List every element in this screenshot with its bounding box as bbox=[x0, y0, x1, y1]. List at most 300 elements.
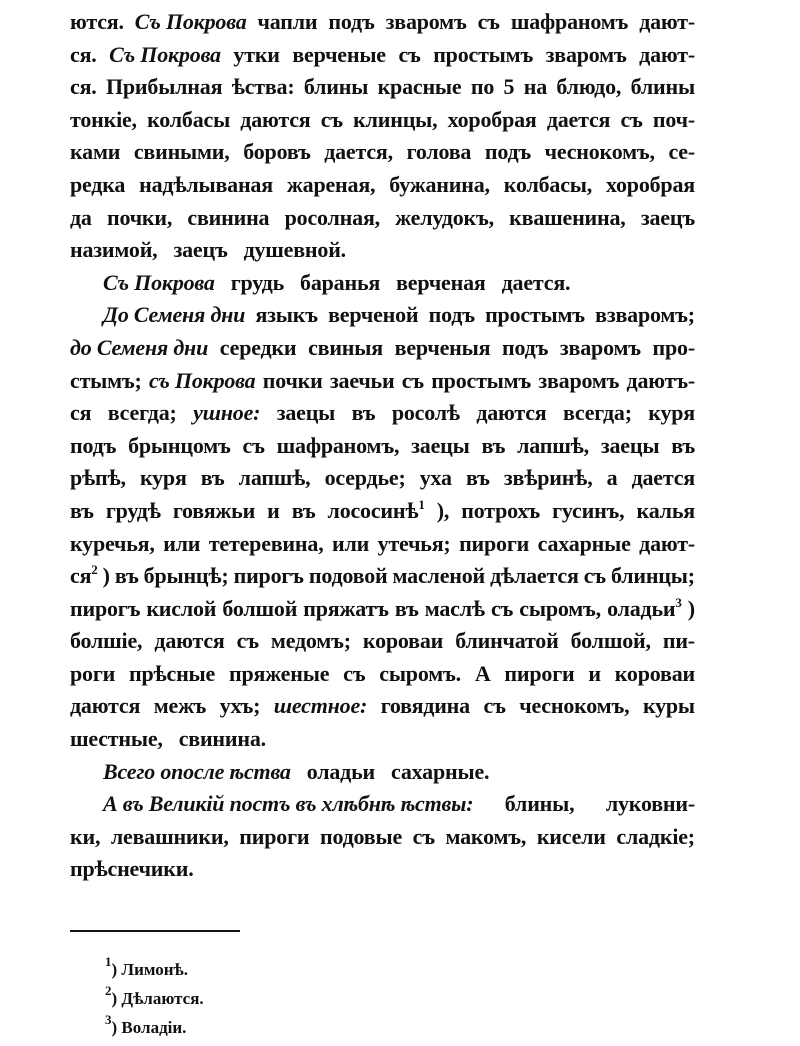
word-text: блюдо, bbox=[556, 74, 622, 100]
word bbox=[115, 560, 139, 593]
word-text: подъ bbox=[70, 432, 117, 458]
word-text: тонкіе, bbox=[70, 106, 137, 132]
word bbox=[258, 6, 318, 39]
word bbox=[391, 756, 497, 789]
word-text: болшой bbox=[222, 595, 298, 621]
word-text: сладкіе; bbox=[616, 823, 695, 849]
word-text: голова bbox=[406, 139, 472, 165]
word bbox=[653, 104, 695, 137]
word bbox=[606, 169, 695, 202]
word bbox=[70, 39, 97, 72]
word-text: Съ Покрова bbox=[134, 9, 247, 34]
word-text: пироги bbox=[239, 823, 310, 849]
word bbox=[504, 462, 593, 495]
word-text: свиныя bbox=[308, 334, 383, 360]
word bbox=[455, 625, 558, 658]
footnote-mark: 1 bbox=[105, 954, 112, 969]
word bbox=[643, 690, 695, 723]
word-text: блинцы; bbox=[610, 563, 695, 589]
text-line bbox=[70, 365, 695, 398]
word bbox=[209, 528, 324, 561]
word bbox=[392, 397, 460, 430]
word bbox=[475, 658, 491, 691]
word-text: дают- bbox=[639, 9, 695, 34]
word-text: простымъ bbox=[485, 302, 585, 328]
word-text: шестные, bbox=[70, 726, 163, 752]
word bbox=[300, 267, 388, 300]
word bbox=[239, 821, 309, 854]
word bbox=[70, 169, 125, 202]
word-text: да bbox=[70, 204, 92, 230]
word-text: куречья, bbox=[70, 530, 155, 556]
word-text: даются bbox=[70, 693, 141, 719]
word-text: звѣринѣ, bbox=[503, 465, 593, 491]
text-line bbox=[70, 202, 695, 235]
word-text: чеснокомъ, bbox=[519, 693, 630, 719]
word-text: верченые bbox=[292, 41, 386, 67]
word bbox=[321, 104, 343, 137]
word bbox=[303, 593, 388, 626]
word bbox=[556, 71, 621, 104]
word-text: подовой bbox=[308, 563, 388, 589]
word-text: шафраномъ, bbox=[276, 432, 400, 458]
word bbox=[485, 136, 531, 169]
word-text: ками bbox=[70, 139, 121, 165]
word-text: верченая bbox=[396, 269, 486, 295]
word-text: ухъ; bbox=[219, 693, 261, 719]
word bbox=[328, 299, 418, 332]
word bbox=[108, 397, 177, 430]
word-text: зваромъ bbox=[545, 41, 627, 67]
word bbox=[620, 104, 642, 137]
word-text: До Семеня дни bbox=[103, 302, 246, 328]
word-text: масленой bbox=[392, 563, 486, 589]
word-text: дается bbox=[631, 465, 695, 491]
word-text: блинчатой bbox=[455, 628, 559, 654]
word bbox=[393, 560, 485, 593]
word bbox=[386, 6, 467, 39]
text-line bbox=[70, 267, 695, 300]
word bbox=[433, 39, 533, 72]
word bbox=[325, 462, 406, 495]
word bbox=[179, 723, 274, 756]
word-text: свинина bbox=[187, 204, 270, 230]
word-text: се- bbox=[668, 139, 695, 165]
word-text: утки bbox=[233, 41, 280, 67]
word-text: дается. bbox=[501, 269, 571, 295]
word-text: желудокъ, bbox=[395, 204, 494, 230]
footnote bbox=[105, 984, 505, 1013]
italic-word bbox=[103, 788, 473, 821]
word-text: стымъ; bbox=[70, 367, 142, 393]
word-text: даются bbox=[476, 400, 547, 426]
word bbox=[547, 104, 610, 137]
word-text: оладьи bbox=[607, 595, 676, 621]
word-text: съ bbox=[620, 106, 643, 132]
word bbox=[560, 332, 641, 365]
word-text: брынцѣ; bbox=[143, 563, 229, 589]
word-text: верченой bbox=[328, 302, 419, 328]
word-text: потрохъ bbox=[461, 497, 541, 523]
word bbox=[271, 625, 351, 658]
word-text: Съ Покрова bbox=[109, 41, 221, 67]
word bbox=[491, 593, 513, 626]
word bbox=[324, 136, 393, 169]
text-line bbox=[70, 299, 695, 332]
footnote-ref: 1 bbox=[418, 496, 425, 512]
word-text: медомъ; bbox=[270, 628, 351, 654]
word-text: роги bbox=[70, 660, 116, 686]
word-text: свиными, bbox=[133, 139, 230, 165]
word bbox=[134, 136, 230, 169]
word bbox=[395, 202, 494, 235]
word bbox=[509, 202, 625, 235]
word bbox=[129, 658, 215, 691]
word bbox=[232, 71, 295, 104]
word-text: а bbox=[606, 465, 618, 491]
word bbox=[70, 853, 202, 886]
word bbox=[343, 658, 365, 691]
word-text: заецъ bbox=[640, 204, 695, 230]
word bbox=[411, 430, 469, 463]
word bbox=[201, 462, 225, 495]
word bbox=[233, 39, 279, 72]
italic-word bbox=[103, 267, 223, 300]
word bbox=[146, 593, 216, 626]
word-text: лососинѣ bbox=[327, 497, 419, 523]
word-text: красные bbox=[377, 74, 462, 100]
word-text: простымъ bbox=[431, 367, 532, 393]
word bbox=[70, 625, 142, 658]
word bbox=[611, 560, 695, 593]
text-line bbox=[70, 788, 695, 821]
word-text: подъ bbox=[502, 334, 549, 360]
word bbox=[595, 299, 695, 332]
word bbox=[482, 430, 506, 463]
word bbox=[70, 723, 171, 756]
word-text: оладьи bbox=[306, 758, 376, 784]
italic-word bbox=[70, 332, 208, 365]
word bbox=[70, 690, 140, 723]
italic-word bbox=[103, 756, 299, 789]
word bbox=[485, 299, 585, 332]
word-text: или bbox=[332, 530, 370, 556]
word-text: боровъ bbox=[243, 139, 311, 165]
word bbox=[437, 495, 449, 528]
word bbox=[154, 690, 206, 723]
footnote-ref: 3 bbox=[675, 594, 682, 610]
word-text: почки bbox=[262, 367, 323, 393]
word-text: душевной. bbox=[243, 237, 346, 263]
word bbox=[395, 593, 419, 626]
word-text: колбасы bbox=[147, 106, 231, 132]
word bbox=[163, 528, 200, 561]
italic-word bbox=[149, 365, 256, 398]
word bbox=[352, 397, 376, 430]
text-line bbox=[70, 756, 695, 789]
word-text: пряжатъ bbox=[303, 595, 389, 621]
word bbox=[147, 104, 230, 137]
word-text: росолѣ bbox=[391, 400, 460, 426]
word-text: болшой, bbox=[570, 628, 651, 654]
word-text: до Семеня дни bbox=[70, 334, 209, 360]
word bbox=[239, 462, 311, 495]
word bbox=[632, 462, 695, 495]
word bbox=[398, 39, 420, 72]
word bbox=[70, 202, 92, 235]
word bbox=[70, 104, 137, 137]
word bbox=[663, 625, 695, 658]
word bbox=[490, 560, 579, 593]
word-text: съ bbox=[483, 693, 506, 719]
word-text: дают- bbox=[639, 530, 695, 556]
word-text: простымъ bbox=[433, 41, 534, 67]
word-text: грудѣ bbox=[105, 497, 161, 523]
word-text: съ bbox=[401, 367, 424, 393]
word-text: дѣлается bbox=[490, 563, 579, 589]
body-text bbox=[70, 6, 695, 886]
word-text: хоробрая bbox=[447, 106, 537, 132]
word-text: А bbox=[474, 660, 491, 686]
text-line bbox=[70, 821, 695, 854]
word bbox=[504, 658, 574, 691]
word-text: брынцомъ bbox=[128, 432, 231, 458]
word bbox=[413, 821, 435, 854]
word bbox=[378, 528, 451, 561]
word-text: утечья; bbox=[377, 530, 451, 556]
word-text: грудь bbox=[230, 269, 285, 295]
word bbox=[70, 234, 165, 267]
word bbox=[478, 6, 500, 39]
word bbox=[243, 430, 265, 463]
word bbox=[476, 397, 546, 430]
word-text: куря bbox=[648, 400, 695, 426]
word bbox=[671, 430, 695, 463]
word-text: сыромъ. bbox=[379, 660, 461, 686]
word-text: съ bbox=[583, 563, 606, 589]
word bbox=[431, 365, 531, 398]
word bbox=[571, 625, 651, 658]
word bbox=[631, 71, 695, 104]
text-line bbox=[70, 853, 695, 886]
text-line bbox=[70, 104, 695, 137]
word bbox=[70, 136, 120, 169]
italic-word bbox=[193, 397, 260, 430]
word-text: ки, bbox=[70, 823, 101, 849]
footnotes bbox=[105, 955, 505, 1042]
word bbox=[70, 495, 94, 528]
word bbox=[292, 39, 386, 72]
word bbox=[222, 593, 297, 626]
text-line bbox=[70, 690, 695, 723]
word-text: подъ bbox=[428, 302, 475, 328]
word bbox=[353, 104, 437, 137]
word-text: въ bbox=[200, 465, 225, 491]
word bbox=[332, 528, 369, 561]
word-text: ) bbox=[687, 595, 695, 621]
word bbox=[220, 332, 297, 365]
word-text: блины bbox=[630, 74, 695, 100]
word-text: съ bbox=[477, 9, 500, 34]
word bbox=[231, 267, 292, 300]
word-text: колбасы, bbox=[503, 171, 593, 197]
word bbox=[502, 267, 579, 300]
word bbox=[70, 365, 142, 398]
word-text: по bbox=[470, 74, 495, 100]
word bbox=[519, 690, 629, 723]
word-text: и bbox=[588, 660, 601, 686]
text-line bbox=[70, 430, 695, 463]
word-text: болшіе, bbox=[70, 628, 143, 654]
word-text: даются bbox=[240, 106, 311, 132]
footnote-mark: 3 bbox=[105, 1012, 112, 1027]
footnote bbox=[105, 1013, 505, 1042]
word bbox=[378, 71, 462, 104]
word bbox=[511, 6, 628, 39]
word-text: шестное: bbox=[273, 693, 368, 719]
word bbox=[111, 821, 229, 854]
word-text: надѣлываная bbox=[139, 171, 273, 197]
word-text: Съ Покрова bbox=[103, 269, 215, 295]
word bbox=[309, 560, 388, 593]
word bbox=[461, 495, 540, 528]
word-text: Прибылная bbox=[105, 74, 223, 100]
word bbox=[70, 430, 116, 463]
text-line bbox=[70, 39, 695, 72]
word-text: въ bbox=[394, 595, 419, 621]
word bbox=[484, 690, 506, 723]
word-text: бужанина, bbox=[389, 171, 490, 197]
word-text: дается, bbox=[324, 139, 393, 165]
text-line bbox=[70, 397, 695, 430]
word-text: языкъ bbox=[255, 302, 318, 328]
text-line bbox=[70, 136, 695, 169]
word bbox=[552, 495, 624, 528]
word bbox=[615, 658, 695, 691]
word bbox=[70, 71, 97, 104]
word-text: ) bbox=[102, 563, 110, 589]
word-text: лапшѣ, bbox=[517, 432, 589, 458]
word bbox=[308, 332, 383, 365]
word bbox=[277, 397, 335, 430]
text-line bbox=[70, 71, 695, 104]
word-text: А въ Великій постъ въ хлѣбнѣ ѣствы: bbox=[103, 791, 474, 817]
word-text: клинцы, bbox=[353, 106, 438, 132]
word bbox=[538, 528, 631, 561]
word bbox=[229, 658, 329, 691]
word bbox=[466, 462, 490, 495]
word bbox=[688, 593, 695, 626]
word-text: уха bbox=[419, 465, 452, 491]
word bbox=[70, 528, 155, 561]
word bbox=[639, 6, 695, 39]
italic-word bbox=[274, 690, 367, 723]
word-text: говядина bbox=[380, 693, 470, 719]
word bbox=[255, 299, 317, 332]
word bbox=[606, 788, 695, 821]
word-text: въ bbox=[70, 497, 94, 523]
word bbox=[407, 136, 472, 169]
word bbox=[220, 690, 261, 723]
word bbox=[639, 528, 695, 561]
word-text: дают- bbox=[639, 41, 695, 67]
word bbox=[330, 365, 395, 398]
word-text: ются. bbox=[70, 9, 124, 34]
footnote-text: ) Лимонѣ. bbox=[111, 960, 188, 979]
word-text: кислой bbox=[146, 595, 217, 621]
word bbox=[607, 462, 618, 495]
word bbox=[70, 560, 98, 593]
word bbox=[425, 593, 485, 626]
word-text: рѣпѣ, bbox=[70, 465, 126, 491]
word bbox=[584, 560, 606, 593]
word-text: куры bbox=[642, 693, 695, 719]
word bbox=[537, 821, 606, 854]
text-line bbox=[70, 560, 695, 593]
word-text: 5 bbox=[503, 74, 515, 100]
word-text: макомъ, bbox=[445, 823, 527, 849]
text-line bbox=[70, 495, 695, 528]
word-text: всегда; bbox=[107, 400, 177, 426]
word bbox=[70, 397, 91, 430]
word bbox=[504, 71, 515, 104]
word bbox=[244, 234, 354, 267]
word-text: ѣства: bbox=[231, 74, 295, 100]
word-text: куря bbox=[139, 465, 187, 491]
word bbox=[304, 71, 368, 104]
text-line bbox=[70, 528, 695, 561]
word bbox=[607, 593, 682, 626]
word bbox=[237, 625, 259, 658]
word-text: заецы bbox=[600, 432, 660, 458]
word-text: въ bbox=[291, 497, 316, 523]
word-text: короваи bbox=[362, 628, 444, 654]
word-text: прѣсные bbox=[129, 660, 216, 686]
word bbox=[389, 169, 490, 202]
word-text: тетеревина, bbox=[208, 530, 324, 556]
word bbox=[445, 821, 526, 854]
word-text: съ bbox=[242, 432, 265, 458]
word-text: подъ bbox=[484, 139, 532, 165]
word-text: ся bbox=[70, 563, 92, 589]
word bbox=[287, 169, 375, 202]
word-text: подъ bbox=[328, 9, 375, 34]
word bbox=[328, 6, 374, 39]
word bbox=[128, 430, 231, 463]
word bbox=[519, 593, 601, 626]
word-text: съ bbox=[412, 823, 435, 849]
word bbox=[641, 202, 695, 235]
word-text: жареная, bbox=[286, 171, 376, 197]
word-text: сахарные. bbox=[391, 758, 490, 784]
word bbox=[627, 365, 695, 398]
word-text: назимой, bbox=[70, 237, 158, 263]
word bbox=[653, 332, 695, 365]
word-text: съ bbox=[490, 595, 514, 621]
word bbox=[448, 104, 537, 137]
word bbox=[504, 169, 592, 202]
footnote bbox=[105, 955, 505, 984]
italic-word bbox=[103, 299, 245, 332]
word-text: про- bbox=[652, 334, 695, 360]
word bbox=[429, 299, 475, 332]
word bbox=[563, 397, 632, 430]
italic-word bbox=[109, 39, 221, 72]
word-text: даютъ- bbox=[626, 367, 695, 393]
word-text: короваи bbox=[614, 660, 695, 686]
word-text: росолная, bbox=[284, 204, 380, 230]
word-text: квашенина, bbox=[509, 204, 626, 230]
